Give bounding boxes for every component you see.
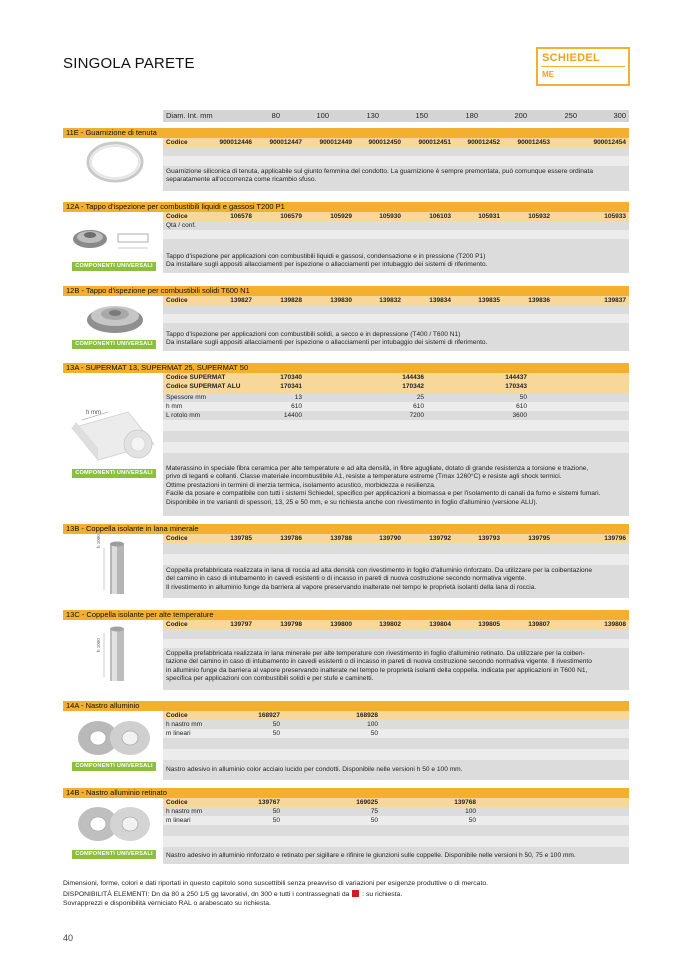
product-code: 139786 <box>280 535 302 542</box>
product-code: 139830 <box>330 297 352 304</box>
section-title-13c: 13C - Coppella isolante per alte temperature <box>63 610 629 620</box>
diameter-value: 130 <box>366 111 379 120</box>
section-description <box>163 166 629 191</box>
description-line: specifica per applicazioni con combustibili solidi e per stufe e caminetti. <box>166 675 374 683</box>
description-line: Coppella prefabbricata realizzata in lana di roccia ad alta densità con rivestimento in foglio d'alluminio rinforzato. Da utilizzare per la coibentazione <box>166 567 593 574</box>
availability-line <box>63 890 402 898</box>
product-code: 139804 <box>429 621 451 628</box>
spec-value: 100 <box>465 808 476 815</box>
code-label: Codice <box>166 297 188 304</box>
product-code: 170342 <box>402 383 424 390</box>
description-line: privo di leganti e collanti. Classe materiale incombustibile A1, resiste a temperature estreme (Tmax 1260°C) e resiste agli shock termici. <box>166 473 562 481</box>
spacer-row <box>163 629 629 639</box>
section-title-14a: 14A - Nastro alluminio <box>63 701 629 711</box>
product-code: 139835 <box>478 297 500 304</box>
description-line: Tappo d'ispezione per applicazioni con combustibili liquidi e gassosi, condensazione e in pressione (T200 P1) <box>166 253 486 260</box>
brand-sub: ME <box>542 70 554 79</box>
universal-components-badge: COMPONENTI UNIVERSALI <box>72 340 156 349</box>
product-code: 105930 <box>379 213 401 220</box>
description-line: Ottime prestazioni in termini di inerzia termica, isolamento acustico, morbidezza e resilienza. <box>166 481 436 489</box>
product-code: 900012446 <box>219 139 252 146</box>
description-line: Materassino in speciale fibra ceramica per alte temperature e ad alta densità, in fibre agugliate, dotato di grande resistenza a torsione e trazione, <box>166 465 589 472</box>
description-line: Nastro adesivo in alluminio color acciaio lucido per condotti. Disponibile nelle versioni h 50 e 100 mm. <box>166 766 463 773</box>
product-code: 105932 <box>528 213 550 220</box>
spec-value: 100 <box>367 721 378 728</box>
code-label: Codice <box>166 535 188 542</box>
spacer-row <box>163 639 629 648</box>
spacer-row <box>163 305 629 314</box>
high-temp-shell-image <box>98 625 132 687</box>
spec-value: 610 <box>413 403 424 410</box>
product-code: 105929 <box>330 213 352 220</box>
product-code: 900012453 <box>517 139 550 146</box>
product-code: 139785 <box>230 535 252 542</box>
section-description <box>163 847 629 864</box>
row-label: h mm <box>166 403 183 410</box>
row-label: Codice <box>166 799 188 806</box>
footer-extra: Sovrapprezzi e disponibilità verniciato RAL o arabescato su richiesta. <box>63 900 271 907</box>
section-description <box>163 565 629 598</box>
product-code: 139796 <box>604 535 626 542</box>
spec-value: 50 <box>272 808 280 815</box>
spacer-row <box>163 442 629 453</box>
product-code: 139802 <box>379 621 401 628</box>
product-code: 139836 <box>528 297 550 304</box>
description-line: Tappo d'ispezione per applicazioni con combustibili solidi, a secco e in depressione (T400 / T600 N1) <box>166 331 461 338</box>
aluminium-tape-image <box>74 714 154 758</box>
brand-divider <box>541 66 625 67</box>
row-label: m lineari <box>166 817 191 824</box>
product-code: 105933 <box>604 213 626 220</box>
product-code: 900012450 <box>368 139 401 146</box>
roll-height-label: h mm <box>86 410 101 416</box>
description-line: Disponibile in tre varianti di spessori, 13, 25 e 50 mm, e su richiesta anche con rivestimento in foglio d'alluminio (versione ALU). <box>166 498 538 506</box>
gasket-image <box>85 140 145 184</box>
spacer-row <box>163 314 629 323</box>
section-title-13a: 13A - SUPERMAT 13, SUPERMAT 25, SUPERMAT 50 <box>63 363 629 373</box>
spacer-row <box>163 431 629 442</box>
description-line: Da installare sugli appositi allacciamenti per ispezione o allacciamenti per intubaggio dei sistemi di riferimento. <box>166 261 488 269</box>
section-title-13b: 13B - Coppella isolante in lana minerale <box>63 524 629 534</box>
spec-value: 50 <box>272 730 280 737</box>
spec-value: 50 <box>468 817 476 824</box>
description-line: del camino in caso di intubamento in cavedi esistenti o di incasso in pareti di nuova costruzione secondo normativa vigente. <box>166 575 527 583</box>
section-description <box>163 760 629 780</box>
diameter-value: 80 <box>271 111 280 120</box>
reinforced-tape-image <box>74 800 154 844</box>
description-line: Coppella prefabbricata realizzata in lana minerale per alte temperature con rivestimento in foglio d'alluminio retinato. Da utilizzare per la coiben- <box>166 650 585 657</box>
product-code: 139808 <box>604 621 626 628</box>
product-code: 139834 <box>429 297 451 304</box>
description-line: Facile da posare e compatibile con tutti i sistemi Schiedel, specifico per applicazioni a biomassa e per l'isolamento di canali da fumo e sistemi fumari. <box>166 490 601 498</box>
section-title-14b: 14B - Nastro alluminio retinato <box>63 788 629 798</box>
row-label: h nastro mm <box>166 808 203 815</box>
spec-value: 610 <box>516 403 527 410</box>
product-code: 139788 <box>330 535 352 542</box>
description-line: Da installare sugli appositi allacciamenti per ispezione o allacciamenti per intubaggio dei sistemi di riferimento. <box>166 339 488 347</box>
inspection-cap-image <box>68 222 160 256</box>
spacer-row <box>163 749 629 760</box>
qty-label: Qtà / conf. <box>166 222 196 229</box>
product-code: 139807 <box>528 621 550 628</box>
inspection-cap-solid-image <box>84 298 146 336</box>
description-line: Nastro adesivo in alluminio rinforzato e retinato per sigillare e rifinire le giunzioni sulle coppelle. Disponibile nelle versioni h 50, 75 e 100 mm. <box>166 852 576 859</box>
product-code: 139795 <box>528 535 550 542</box>
spec-value: 7200 <box>409 412 424 419</box>
universal-components-badge: COMPONENTI UNIVERSALI <box>72 262 156 271</box>
product-code: 139832 <box>379 297 401 304</box>
insulation-roll-image <box>68 404 158 464</box>
section-title-12a: 12A - Tappo d'ispezione per combustibili liquidi e gassosi T200 P1 <box>63 202 629 212</box>
universal-components-badge: COMPONENTI UNIVERSALI <box>72 762 156 771</box>
product-code: 169025 <box>356 799 378 806</box>
request-marker-icon <box>352 890 359 897</box>
spacer-row <box>163 738 629 749</box>
page-title: SINGOLA PARETE <box>63 55 195 72</box>
universal-components-badge: COMPONENTI UNIVERSALI <box>72 469 156 478</box>
diameter-label: Diam. Int. mm <box>166 111 213 120</box>
product-code: 139793 <box>478 535 500 542</box>
mineral-wool-shell-image <box>98 540 132 600</box>
universal-components-badge: COMPONENTI UNIVERSALI <box>72 850 156 859</box>
spec-value: 14400 <box>283 412 302 419</box>
product-code: 139828 <box>280 297 302 304</box>
code-label: Codice <box>166 213 188 220</box>
section-description <box>163 251 629 273</box>
spacer-row <box>163 453 629 463</box>
diameter-value: 300 <box>613 111 626 120</box>
spec-value: 50 <box>370 730 378 737</box>
spec-value: 13 <box>294 394 302 401</box>
row-label: Codice <box>166 712 188 719</box>
shell-height-label: h 1000 <box>96 534 101 548</box>
spec-value: 50 <box>370 817 378 824</box>
product-code: 139827 <box>230 297 252 304</box>
product-code: 170341 <box>280 383 302 390</box>
product-code: 139792 <box>429 535 451 542</box>
code-label: Codice <box>166 139 188 146</box>
product-code: 106579 <box>280 213 302 220</box>
row-label: Spessore mm <box>166 394 207 401</box>
row-label: h nastro mm <box>166 721 203 728</box>
description-line: Il rivestimento in alluminio funge da barriera al vapore preservando inalterate nel tempo le proprietà isolanti della lana di roccia. <box>166 583 537 591</box>
diameter-value: 150 <box>415 111 428 120</box>
diameter-value: 200 <box>514 111 527 120</box>
product-code: 170340 <box>280 374 302 381</box>
product-code: 144437 <box>505 374 527 381</box>
row-label: Codice SUPERMAT <box>166 374 226 381</box>
diameter-value: 100 <box>316 111 329 120</box>
spec-value: 75 <box>370 808 378 815</box>
description-line: tazione del camino in caso di intubamento in cavedi esistenti o di incasso in pareti di nuova costruzione secondo normativa vigente. Il rivestimento <box>166 658 592 666</box>
spacer-row <box>163 147 629 156</box>
spacer-row <box>163 156 629 166</box>
product-code: 900012454 <box>593 139 626 146</box>
page-number: 40 <box>63 933 74 943</box>
description-line: separatamente all'occorrenza come ricambio sfuso. <box>166 176 317 184</box>
section-description <box>163 463 629 516</box>
product-code: 106578 <box>230 213 252 220</box>
product-code: 170343 <box>505 383 527 390</box>
product-code: 139768 <box>454 799 476 806</box>
product-code: 139797 <box>230 621 252 628</box>
section-title-11e: 11E - Guarnizione di tenuta <box>63 128 629 138</box>
spec-value: 50 <box>272 721 280 728</box>
product-code: 139790 <box>379 535 401 542</box>
row-label: L rotolo mm <box>166 412 201 419</box>
product-code: 144436 <box>402 374 424 381</box>
product-code: 139767 <box>258 799 280 806</box>
section-description <box>163 648 629 690</box>
product-code: 139798 <box>280 621 302 628</box>
availability-suffix: : su richiesta. <box>362 891 403 898</box>
product-code: 106103 <box>429 213 451 220</box>
spec-value: 3600 <box>512 412 527 419</box>
brand-name: SCHIEDEL <box>542 52 601 64</box>
diameter-value: 180 <box>465 111 478 120</box>
product-code: 139805 <box>478 621 500 628</box>
availability-text: Dn da 80 a 250 1/5 gg lavorativi, dn 300 e tutti i contrassegnati da <box>151 891 350 898</box>
section-title-12b: 12B - Tappo d'ispezione per combustibili solidi T600 N1 <box>63 286 629 296</box>
spec-value: 50 <box>272 817 280 824</box>
diameter-value: 250 <box>564 111 577 120</box>
product-code: 900012447 <box>269 139 302 146</box>
product-code: 900012449 <box>319 139 352 146</box>
spacer-row <box>163 420 629 431</box>
spacer-row <box>163 230 629 239</box>
availability-label: DISPONIBILITÀ ELEMENTI: <box>63 891 150 898</box>
description-line: in alluminio funge da barriera al vapore preservando inalterate nel tempo le proprietà isolanti della coppella. indicata per applicazioni in T600 N1, <box>166 666 588 674</box>
product-code: 900012452 <box>467 139 500 146</box>
spacer-row <box>163 239 629 251</box>
product-code: 168928 <box>356 712 378 719</box>
qty-row <box>163 221 629 230</box>
spacer-row <box>163 554 629 565</box>
description-line: Guarnizione siliconica di tenuta, applicabile sul giunto femmina del condotto. La guarnizione è sempre premontata, può comunque essere ordinata <box>166 168 594 175</box>
row-label: Codice SUPERMAT ALU <box>166 383 241 390</box>
section-description <box>163 329 629 351</box>
code-label: Codice <box>166 621 188 628</box>
spec-value: 610 <box>291 403 302 410</box>
spacer-row <box>163 836 629 847</box>
product-code: 900012451 <box>418 139 451 146</box>
brand-logo <box>536 47 630 86</box>
product-code: 139800 <box>330 621 352 628</box>
spacer-row <box>163 543 629 554</box>
row-label: m lineari <box>166 730 191 737</box>
spec-value: 25 <box>416 394 424 401</box>
product-code: 168927 <box>258 712 280 719</box>
footer-note: Dimensioni, forme, colori e dati riportati in questo capitolo sono suscettibili senza preavviso di variazioni per esigenze produttive o di mercato. <box>63 880 489 887</box>
spec-value: 50 <box>519 394 527 401</box>
spacer-row <box>163 825 629 836</box>
diameter-header <box>163 110 629 122</box>
shell-height-label: h 1000 <box>96 638 101 652</box>
product-code: 139837 <box>604 297 626 304</box>
product-code: 105931 <box>478 213 500 220</box>
